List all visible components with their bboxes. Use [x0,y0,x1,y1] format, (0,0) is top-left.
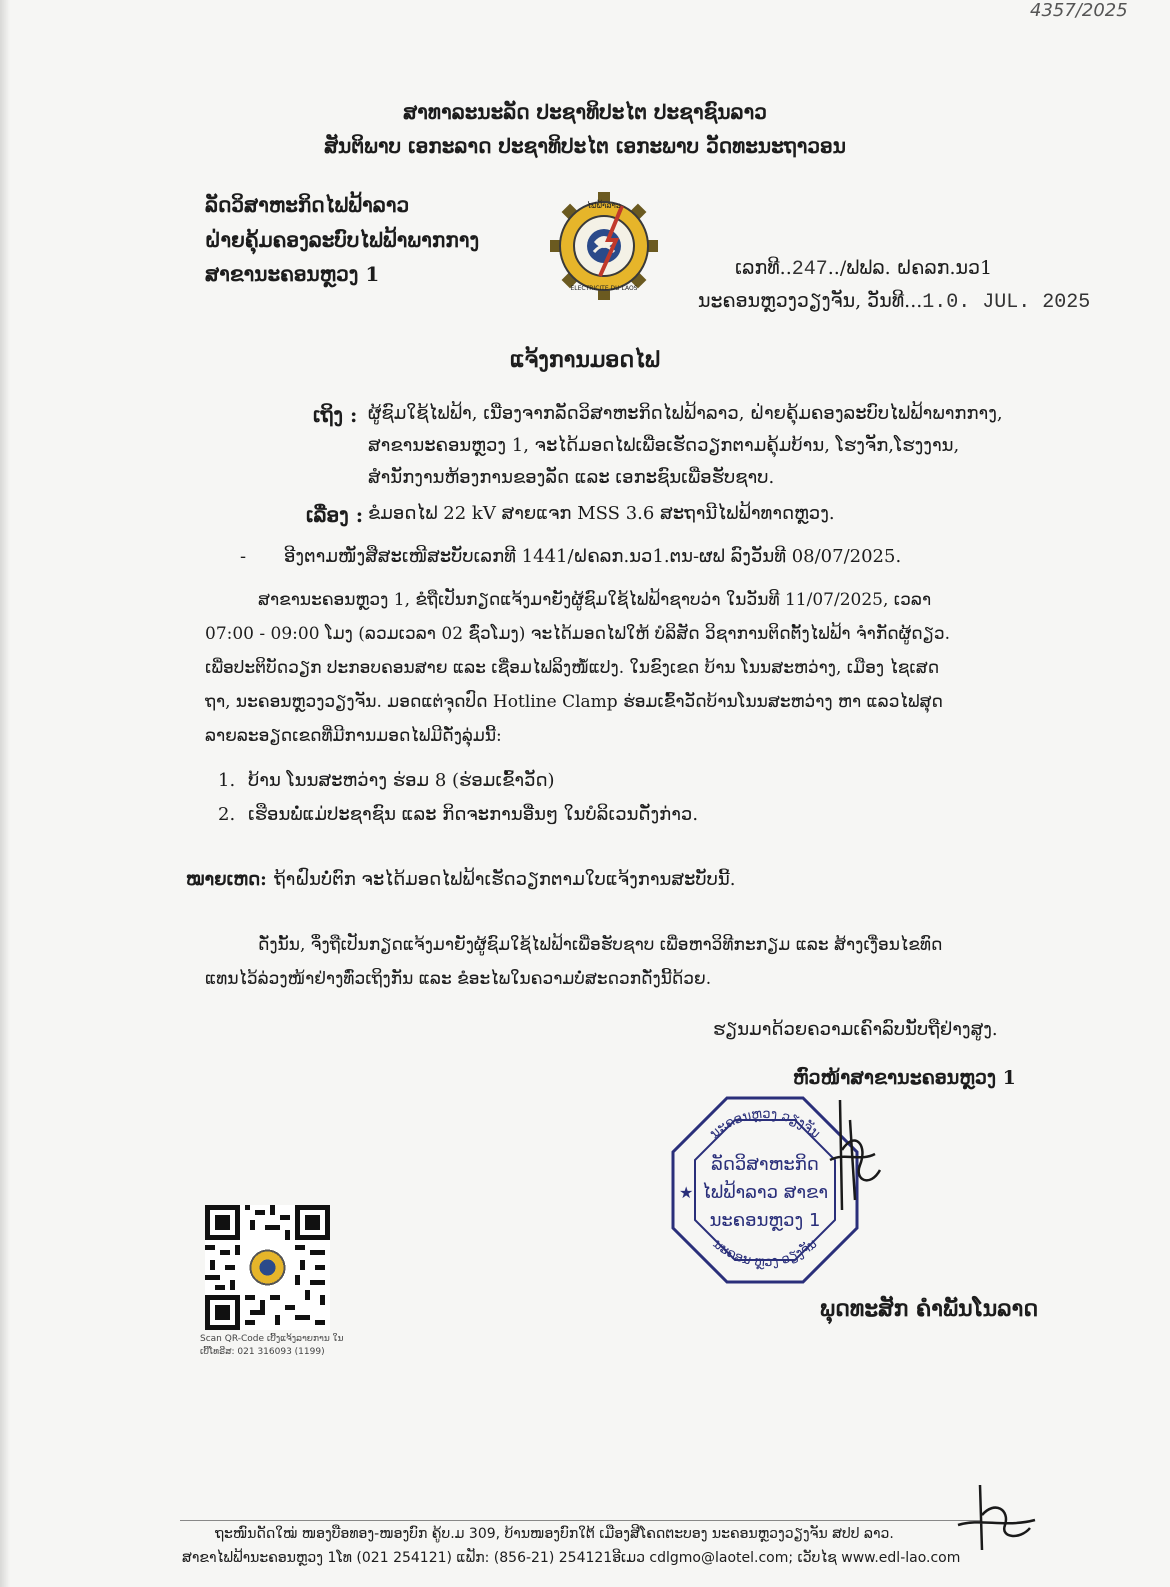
stamp-star-icon: ★ [679,1183,694,1202]
org-branch: ສາຂານະຄອນຫຼວງ 1 [205,262,380,286]
to-label: ເຖິງ : [313,403,358,427]
qr-code[interactable] [205,1205,330,1330]
document-date-value: 1.0. JUL. 2025 [922,291,1091,314]
body-line-5: ລາຍລະອຽດເຂດທີ່ມີການມອດໄຟມີດັ່ງລຸ່ມນີ້: [205,726,502,746]
list-item-text: ບ້ານ ໂນນສະຫວ່າງ ຮ່ອມ 8 (ຮ່ອມເຂົ້າວັດ) [248,770,555,791]
signer-title: ຫົວໜ້າສາຂານະຄອນຫຼວງ 1 [793,1067,1016,1089]
reference-text: ອີງຕາມໜັງສືສະເໜີສະບັບເລກທີ 1441/ຝຄລກ.ນວ1.ຕນ-ຜຟ ລົງວັນທີ 08/07/2025. [284,546,902,567]
corner-reference-mark: 4357/2025 [1030,0,1128,21]
subject-label: ເລື່ອງ : [306,503,364,527]
stamp-line-2: ໄຟຟ້າລາວ ສາຂາ [701,1182,829,1203]
svg-text:ນະຄອນ ຫຼວງ ວຽງຈັນ [710,1237,820,1271]
country-name: ສາທາລະນະລັດ ປະຊາທິປະໄຕ ປະຊາຊົນລາວ [403,100,767,124]
footer-initial-mark [950,1480,1040,1555]
body-line-1: ສາຂານະຄອນຫຼວງ 1, ຂໍຖືເປັນກຽດແຈ້ງມາຍັງຜູ້ຊົມໃຊ້ໄຟຟ້າຊາບວ່າ ໃນວັນທີ 11/07/2025, ເວລາ [258,590,932,610]
signature-mark [820,1090,890,1220]
signer-name: ພຸດທະສັກ ຄຳພັນໂນລາດ [820,1296,1039,1322]
document-title: ແຈ້ງການມອດໄຟ [510,347,660,373]
to-line-2: ສາຂານະຄອນຫຼວງ 1, ຈະໄດ້ມອດໄຟເພື່ອເຮັດວຽກຕາມຄຸ້ມບ້ານ, ໂຮງຈັກ,ໂຮງງານ, [368,435,960,456]
reference-bullet: - [240,546,247,567]
qr-caption-1: Scan QR-Code ເບີ້ງແຈ້ງລາຍການ ໃນ [200,1334,344,1344]
list-item-text: ເຮືອນພໍ່ແມ່ປະຊາຊົນ ແລະ ກິດຈະການອື່ນໆ ໃນບໍລິເວນດັ່ງກ່າວ. [248,804,699,825]
body-line-2: 07:00 - 09:00 ໂມງ (ລວມເວລາ 02 ຊົ່ວໂມງ) ຈະໄດ້ມອດໄຟໃຫ້ ບໍລິສັດ ວິຊາການຕິດຕັ້ງໄຟຟ້າ ຈຳກັດຜູ້ດຽວ. [205,624,951,644]
qr-caption-2: ເບີ້ໂທຣີສ: 021 316093 (1199) [200,1347,325,1357]
closing-line-1: ດັ່ງນັ້ນ, ຈຶ່ງຖືເປັນກຽດແຈ້ງມາຍັງຜູ້ຊົມໃຊ້ໄຟຟ້າເພື່ອຮັບຊາບ ເພື່ອຫາວິທີກະກຽມ ແລະ ສ້າງເງື່ອນໄຂທົດ [258,935,943,955]
body-line-3: ເພື່ອປະຕິບັດວຽກ ປະກອບຄອນສາຍ ແລະ ເຊື່ອມໄຟລິງໜໍ້ແປງ. ໃນຂົງເຂດ ບ້ານ ໂນນສະຫວ່າງ, ເມືອງ ໄຊເສດ [205,658,940,678]
document-date-prefix: ນະຄອນຫຼວງວຽງຈັນ, ວັນທີ... [698,290,923,312]
list-item-number: 1. [218,770,236,791]
note-label: ໝາຍເຫດ: [186,869,267,890]
to-line-3: ສໍານັກງານຫ້ອງການຂອງລັດ ແລະ ເອກະຊົນເພື່ອຮັບຊາບ. [368,467,775,488]
respect-line: ຮຽນມາດ້ວຍຄວາມເຄົາລົບນັບຖືຢ່າງສູງ. [713,1019,998,1040]
stamp-line-3: ນະຄອນຫຼວງ 1 [709,1210,821,1231]
document-number-prefix: ເລກທີ.. [735,257,792,279]
logo-text-bottom: ELECTRICITE DU LAOS [570,285,638,292]
national-motto: ສັນຕິພາບ ເອກະລາດ ປະຊາທິປະໄຕ ເອກະພາບ ວັດທະນະຖາວອນ [324,134,846,158]
footer-divider [180,1520,980,1521]
document-date [698,290,1090,314]
note-text: ຖ້າຝົນບໍ່ຕົກ ຈະໄດ້ມອດໄຟຟ້າເຮັດວຽກຕາມໃບແຈ້ງການສະບັບນີ້. [274,869,736,890]
to-line-1: ຜູ້ຊົມໃຊ້ໄຟຟ້າ, ເນື່ອງຈາກລັດວິສາຫະກິດໄຟຟ້າລາວ, ຝ່າຍຄຸ້ມຄອງລະບົບໄຟຟ້າພາກກາງ, [368,403,1003,424]
logo-text-top: ໄຟຟ້າລາວ [587,201,621,210]
footer-address: ຖະໜົນດັດໃໝ່ ໜອງບືອທອງ-ໜອງບົກ ຄູ້ບ.ມ 309, ບ້ານໜອງບົກໃຕ້ ເມືອງສີໂຄດຕະບອງ ນະຄອນຫຼວງວຽງຈັນ ສປປ ລາວ. [215,1526,894,1542]
footer-contact: ສາຂາໄຟຟ້ານະຄອນຫຼວງ 1ໂທ (021 254121) ແຟັກ: (856-21) 254121ອີເມວ cdlgmo@laotel.com; ເວັບໄຊ www.edl-lao.com [182,1550,961,1566]
stamp-ring-top: ນະຄອນຫຼວງ ວຽງຈັນ [707,1106,823,1142]
stamp-line-1: ລັດວິສາຫະກິດ [711,1154,819,1175]
list-item-number: 2. [218,804,236,825]
document-number-value: 247 [791,258,828,281]
stamp-ring-bottom: ນະຄອນ ຫຼວງ ວຽງຈັນ [709,1236,821,1271]
closing-line-2: ແທນໄວ້ລ່ວງໜ້າຢ່າງທົ່ວເຖິງກັນ ແລະ ຂໍອະໄພໃນຄວາມບໍ່ສະດວກດັ່ງນີ້ດ້ວຍ. [205,969,712,989]
org-name: ລັດວິສາຫະກິດໄຟຟ້າລາວ [205,193,410,217]
document-number-suffix: ../ຟຟລ. ຝຄລກ.ນວ1 [827,257,993,279]
body-line-4: ຖາ, ນະຄອນຫຼວງວຽງຈັນ. ມອດແຕ່ຈຸດປົດ Hotline Clamp ຮ່ອມເຂົ້າວັດບ້ານໂນນສະຫວ່າງ ຫາ ແລວໄຟສຸດ [205,692,943,712]
document-number [735,257,992,281]
svg-text:ນະຄອນຫຼວງ ວຽງຈັນ [707,1107,823,1142]
subject-text: ຂໍມອດໄຟ 22 kV ສາຍແຈກ MSS 3.6 ສະຖານີໄຟຟ້າທາດຫຼວງ. [368,503,835,524]
edl-logo [548,190,660,302]
org-department: ຝ່າຍຄຸ້ມຄອງລະບົບໄຟຟ້າພາກກາງ [205,228,480,252]
